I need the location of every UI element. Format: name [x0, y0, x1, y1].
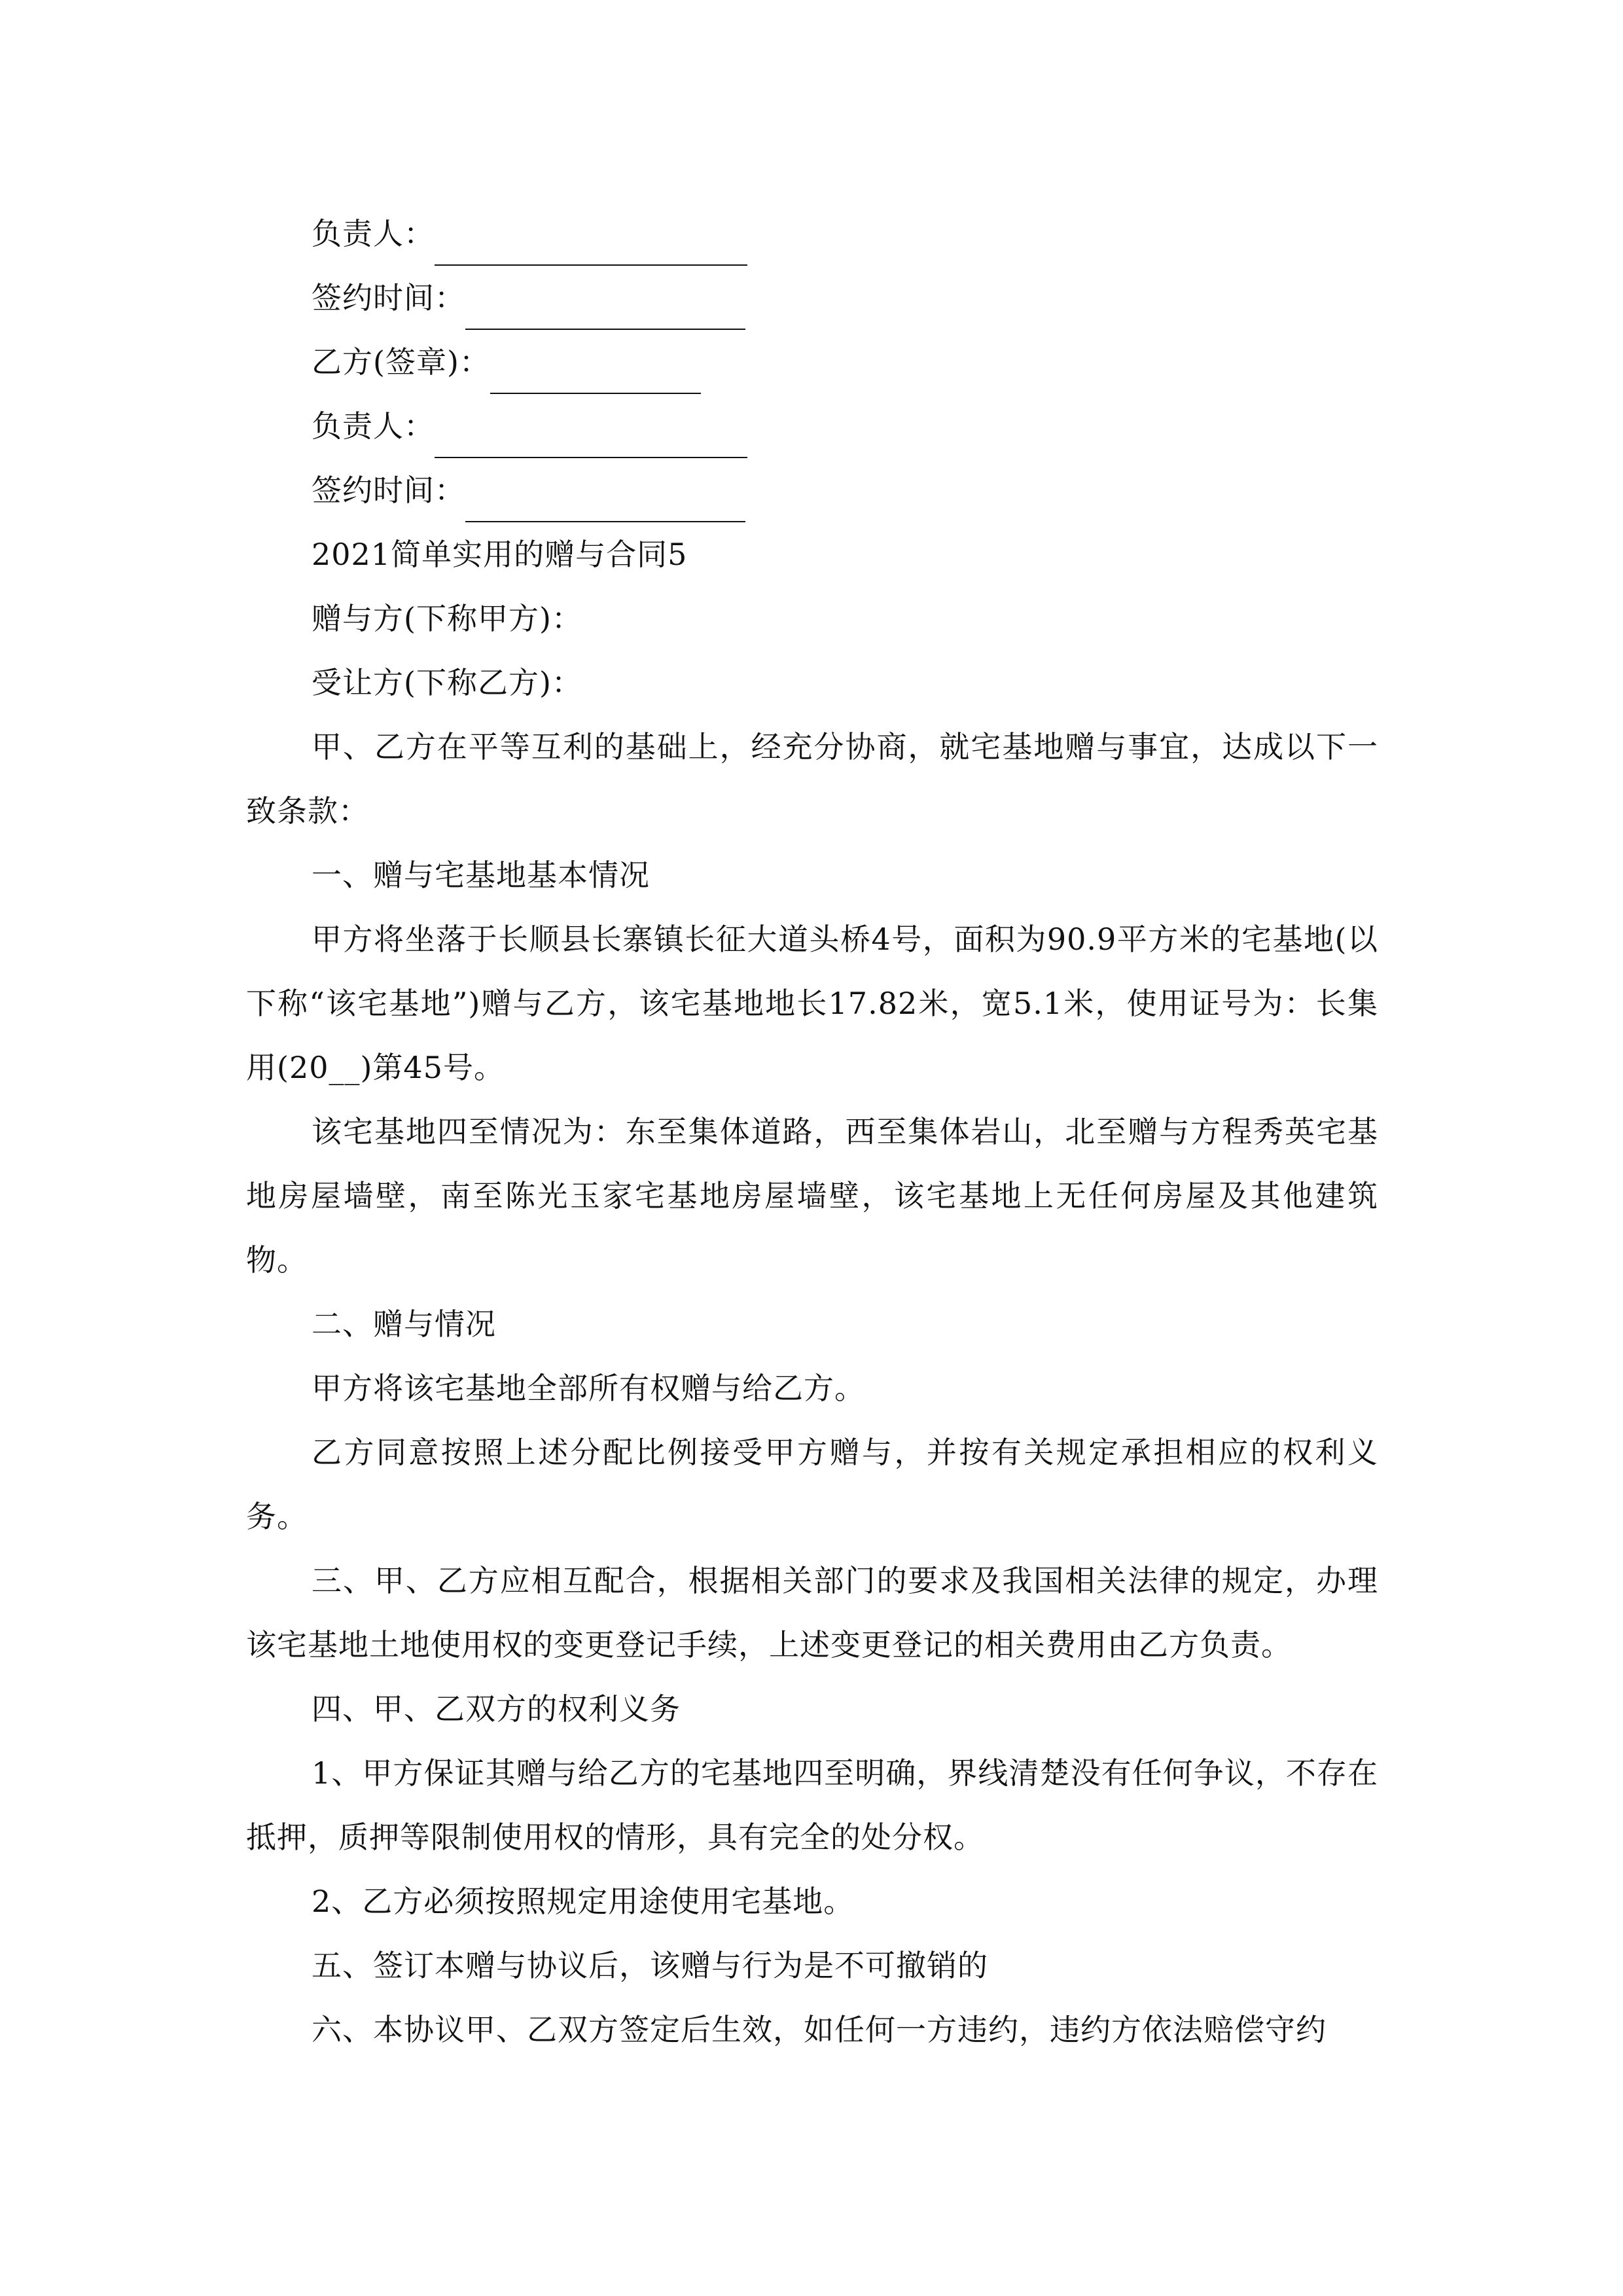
signature-label: 负责人：	[312, 216, 435, 251]
paragraph: 甲方将该宅基地全部所有权赠与给乙方。	[312, 1371, 865, 1406]
list-item: 2、乙方必须按照规定用途使用宅基地。	[312, 1884, 855, 1919]
contract-title: 2021简单实用的赠与合同5	[312, 537, 688, 572]
signature-blank	[435, 224, 747, 266]
recipient-line: 受让方(下称乙方)：	[312, 665, 582, 700]
signature-blank	[490, 352, 701, 394]
donor-line: 赠与方(下称甲方)：	[312, 601, 582, 636]
signature-label: 签约时间：	[312, 473, 465, 508]
section-heading: 二、赠与情况	[312, 1306, 496, 1342]
signature-label: 乙方(签章)：	[312, 344, 490, 380]
section-heading: 四、甲、乙双方的权利义务	[312, 1691, 681, 1727]
signature-blank	[465, 288, 745, 330]
signature-line-signing-date	[312, 266, 1378, 330]
signature-label: 负责人：	[312, 408, 435, 444]
document-body	[246, 202, 1378, 2062]
signature-line-signing-date	[312, 458, 1378, 522]
paragraph: 该宅基地四至情况为：东至集体道路，西至集体岩山，北至赠与方程秀英宅基地房屋墙壁，南至陈光玉家宅基地房屋墙壁，该宅基地上无任何房屋及其他建筑物。	[246, 1114, 1378, 1278]
list-item: 1、甲方保证其赠与给乙方的宅基地四至明确，界线清楚没有任何争议，不存在抵押，质押等限制使用权的情形，具有完全的处分权。	[246, 1755, 1378, 1855]
signature-blank	[435, 416, 747, 458]
signature-blank	[465, 480, 745, 522]
paragraph: 三、甲、乙方应相互配合，根据相关部门的要求及我国相关法律的规定，办理该宅基地土地使用权的变更登记手续，上述变更登记的相关费用由乙方负责。	[246, 1563, 1378, 1662]
paragraph: 甲方将坐落于长顺县长寨镇长征大道头桥4号，面积为90.9平方米的宅基地(以下称“该宅基地”)赠与乙方，该宅基地地长17.82米，宽5.1米，使用证号为：长集用(20__)第45号。	[246, 922, 1378, 1085]
signature-line-responsible-person	[312, 202, 1378, 266]
preamble-paragraph: 甲、乙方在平等互利的基础上，经充分协商，就宅基地赠与事宜，达成以下一致条款：	[246, 729, 1378, 829]
signature-line-party-b-seal	[312, 330, 1378, 394]
paragraph: 乙方同意按照上述分配比例接受甲方赠与，并按有关规定承担相应的权利义务。	[246, 1435, 1378, 1534]
signature-line-responsible-person	[312, 394, 1378, 458]
section-heading: 一、赠与宅基地基本情况	[312, 857, 650, 893]
paragraph: 五、签订本赠与协议后，该赠与行为是不可撤销的	[312, 1948, 988, 1983]
signature-label: 签约时间：	[312, 280, 465, 315]
paragraph: 六、本协议甲、乙双方签定后生效，如任何一方违约，违约方依法赔偿守约	[312, 2012, 1327, 2047]
